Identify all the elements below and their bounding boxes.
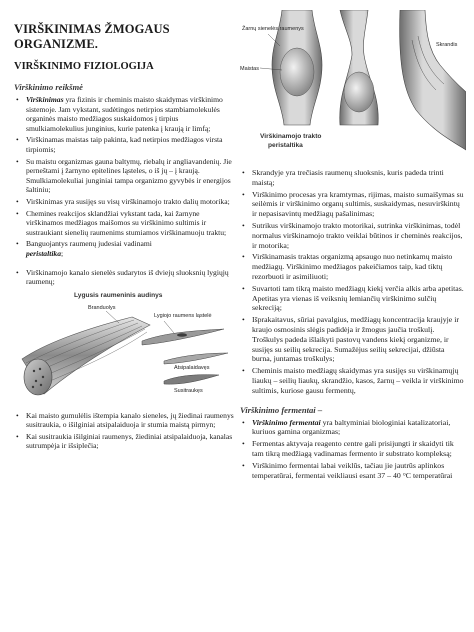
muscle-figure-title: Lygusis raumeninis audinys	[74, 291, 163, 299]
list-item: • Skrandyje yra trečiasis raumenų sluoksnis, kuris padeda trinti maistą;	[240, 168, 466, 188]
right-column	[240, 0, 466, 482]
contracted-cell	[164, 374, 219, 383]
list-item: • Virškinimas yra fizinis ir cheminis maisto skaidymas virškinimo sistemoje. Jam vykstant, sudėtingos netirpios stambiamolekulės organinės maisto medžiagos suskaidomos į tirpius smulkiamolekulius junginius, kurie patenka į kraują ir limfą;	[14, 95, 234, 133]
label-relaxed: Atsipalaidavęs	[174, 364, 210, 371]
wall-list	[14, 268, 234, 287]
list-item: • Kai susitraukia išilginiai raumenys, žiediniai atsipalaiduoja, kanalas sutrumpėja ir išsiplečia;	[14, 432, 234, 451]
list-item: • Su maistu organizmas gauna baltymų, riebalų ir angliavandenių. Jie perneštami į žarnyno epitelines ląsteles, o iš jų – į kraują. Smulkiamolekuliai junginiai tampa organizmo gyvybės ir energijos šaltiniu;	[14, 157, 234, 195]
section-title: VIRŠKINIMO FIZIOLOGIJA	[14, 61, 154, 72]
subheading-enzymes: Virškinimo fermentai –	[240, 404, 323, 415]
label-muscle-cell: Lygiojo raumens ląstelė	[154, 312, 212, 319]
smooth-muscle-figure	[14, 289, 234, 407]
stomach-section	[400, 10, 466, 150]
cell-nucleus	[177, 333, 187, 337]
bundle-cut-end	[24, 359, 52, 395]
muscle-cell	[142, 329, 224, 345]
label-stomach: Skrandis	[436, 42, 458, 48]
label-contracted: Susitraukęs	[174, 387, 203, 394]
list-item: • Chemines reakcijos sklandžiai vykstant tada, kai žarnyne virškinamos medžiagos maišomos su virškinimo sultimis ir sustraukiant sienelių raumenims stumiamos virškinamuoju traktu;	[14, 209, 234, 238]
list-item: • Virškinamas maistas taip pakinta, kad netirpios medžiagos virsta tirpiomis;	[14, 135, 234, 154]
subheading-meaning: Virškinimo reikšmė	[14, 82, 84, 92]
movement-list	[14, 411, 234, 451]
title-line-2: ORGANIZME.	[14, 37, 98, 51]
list-item: • Išprakaitavus, sūriai pavalgius, medžiagų koncentracija kraujyje ir kraujo osmosinis slėgis padidėja ir žmogus jaučia troškulį. Troškulys padeda išlaikyti pastovų vandens kiekį organizme, ir susijęs su seilių sekrecija. Sumažėjus seilių sekrecijai, džiūsta burna, juntamas troškulys;	[240, 315, 466, 364]
food-bolus-1	[280, 48, 314, 96]
list-item: • Fermentas aktyvaja reagento centre gali prisijungti ir skaidyti tik tam tikrą medžiagą vadinamas fermento ir substrato kompleksą;	[240, 439, 466, 459]
peristaltika-term: peristaltika	[26, 248, 62, 258]
list-item: • Virškinamojo kanalo sienelės sudarytos iš dviejų sluoksnių lygiųjų raumenų;	[14, 268, 234, 287]
page-title	[14, 22, 234, 52]
label-muscle-ring: Žarnų sienelės raumenys	[242, 26, 304, 32]
enzyme-list	[240, 418, 466, 481]
peristalsis-figure	[240, 10, 466, 160]
peristalsis-caption-line-1: Virškinamojo trakto	[260, 133, 322, 140]
peristalsis-caption-line-2: peristaltika	[268, 142, 303, 149]
left-column	[14, 0, 234, 453]
food-bolus-2	[344, 72, 374, 112]
list-item: • Sutrikus virškinamojo trakto motorikai, sutrinka virškinimas, todėl normalus virškinamojo trakto veiklai būtinos ir cheminės reakcijos, ir motorika;	[240, 221, 466, 250]
list-item: • Virškinamasis traktas organizmą apsaugo nuo netinkamų maisto medžiagų. Virškinimo medžiagos pakeičiamos taip, kad tiktų rezorbuoti ir asimiliuoti;	[240, 252, 466, 281]
meaning-list	[14, 95, 234, 259]
list-item: • Kai maisto gumulėlis ištempia kanalo sieneles, jų žiedinai raumenys susitraukia, o išilginiai atsipalaiduoja ir stumia maistą pirmyn;	[14, 411, 234, 430]
relaxed-cell	[164, 353, 228, 364]
list-item: • Cheminis maisto medžiagų skaidymas yra susijęs su virškinamųjų liaukų – seilių liaukų, skrandžio, kasos, žarnų – veikla ir virškinimo sultimis, kuriose gausu fermentų,	[240, 366, 466, 395]
list-item: • Suvartoti tam tikrą maisto medžiagų kiekį verčia alkis arba apetitas. Apetitas yra vienas iš veiksnių lemiančių virškinimo sulčių sekreciją;	[240, 284, 466, 313]
list-item: • Banguojantys raumenų judesiai vadinami peristaltika;	[14, 239, 234, 258]
label-nucleus: Branduolys	[88, 304, 116, 311]
list-item: • Virškinimo procesas yra kramtymas, rijimas, maisto sumaišymas su seilėmis ir virškinimo organų sultimis, suskaidymas, nesuvirškintų ir nepasisavintų medžiagų pašalinimas;	[240, 190, 466, 219]
list-item: • Virškinimo fermentai yra baltyminiai biologiniai katalizatoriai, kuriuos gamina organizmas;	[240, 418, 466, 438]
list-item: • Virškinimas yra susijęs su visų virškinamojo trakto dalių motorika;	[14, 197, 234, 207]
physiology-list	[240, 168, 466, 396]
label-food: Maistas	[240, 66, 259, 72]
title-line-1: VIRŠKINIMAS ŽMOGAUS	[14, 22, 170, 36]
list-item: • Virškinimo fermentai labai veiklūs, tačiau jie jautrūs aplinkos temperatūrai, fermentai veikliausi esant 37 – 40 °C temperatūrai	[240, 461, 466, 481]
